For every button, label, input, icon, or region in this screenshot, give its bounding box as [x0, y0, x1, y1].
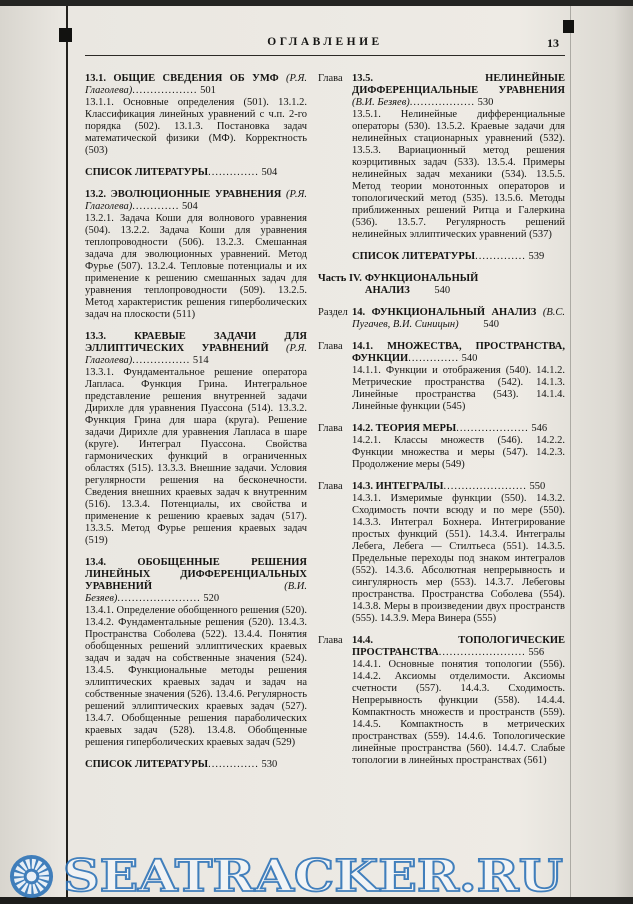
page-right-edge-line — [570, 6, 571, 897]
entry-body: 14.2.1. Классы множеств (546). 14.2.2. Функции множества и меры (547). 14.2.3. Продолжение меры (549) — [352, 435, 565, 470]
entry-content — [352, 307, 565, 331]
scan-mark-top-left — [59, 28, 72, 42]
entry-author: (Р.Я. Глаголева) — [85, 189, 307, 212]
entry-label: Глава — [318, 73, 343, 84]
leader-dots: ....................... — [443, 481, 527, 492]
leader-dots: ............. — [132, 201, 180, 212]
entry-title: 14.3. ИНТЕГРАЛЫ — [352, 481, 444, 492]
entry-heading — [352, 635, 565, 659]
page-number: 13 — [547, 36, 559, 50]
entry-title: 13.3. КРАЕВЫЕ ЗАДАЧИ ДЛЯ ЭЛЛИПТИЧЕСКИХ УРАВНЕНИЙ — [85, 331, 307, 354]
scan-edge-bottom — [0, 897, 633, 904]
leader-dots: ....................... — [117, 593, 201, 604]
entry-title: 13.1. ОБЩИЕ СВЕДЕНИЯ ОБ УМФ — [85, 73, 279, 84]
entry-label: Часть IV. — [318, 273, 362, 284]
entry-body: 13.2.1. Задача Коши для волнового уравнения (504). 13.2.2. Задача Коши для уравнения теплопроводности (506). 13.2.3. Смешанная задача для эволюционных уравнений. Метод Фурье (507). 13.2.4. Тепловые потенциалы и их применение к решению смешанных задач для уравнения теплопроводности (509). 13.2.5. Метод характеристик решения гиперболических задач на плоскости (511) — [85, 213, 307, 320]
watermark-text: SEATRACKER.RU — [63, 851, 563, 902]
entry-label: Глава — [318, 341, 343, 352]
leader-dots: ........................ — [438, 647, 526, 658]
entry-content — [352, 251, 565, 263]
scan-edge-top — [0, 0, 633, 6]
entry-body: 14.3.1. Измеримые функции (550). 14.3.2. Сходимость почти всюду и по мере (550). 14.3.3. Интеграл Бохнера. Интегрирование простых функций (551). 14.3.4. Интегралы Лебега, Лебега — Стилтьеса (551). 14.3.5. Предельные переходы под знаком интегралов (552). 14.3.6. Абсолютная непрерывность и сингулярность мер (553). 14.3.7. Лебеговы пространства. Пространства Соболева (554). 14.3.8. Меры в произведении двух пространств (555). 14.3.9. Мера Винера (555) — [352, 493, 565, 624]
toc-entry — [318, 251, 565, 263]
page-content — [85, 36, 565, 781]
entry-heading — [352, 251, 565, 263]
toc-entry — [85, 557, 307, 749]
entry-author: (В.И. Безяев) — [352, 97, 410, 108]
entry-heading — [352, 307, 565, 331]
entry-title: ФУНКЦИОНАЛЬНЫЙ АНАЛИЗ — [364, 273, 479, 296]
entry-content — [352, 341, 565, 413]
entry-heading — [352, 73, 565, 109]
page-title: ОГЛАВЛЕНИЕ — [267, 36, 383, 48]
entry-heading — [85, 167, 307, 179]
entry-label: Глава — [318, 481, 343, 492]
toc-entry — [318, 423, 565, 471]
entry-author: (Р.Я. Глаголева) — [85, 73, 308, 96]
entry-page-number: 556 — [525, 647, 545, 658]
entry-page-number: 530 — [258, 759, 278, 770]
entry-body: 13.5.1. Нелинейные дифференциальные операторы (530). 13.5.2. Краевые задачи для нелинейных стационарных уравнений (532). 13.5.3. Вариационный метод решения коэрцитивных задач (533). 13.5.4. Примеры нелинейных задач механики (534). 13.5.5. Метод теории монотонных операторов и топологический метод (535). 13.5.6. Методы приближенных решений Ритца и Галеркина (536). 13.5.7. Регулярность решений нелинейных эллиптических уравнений (537) — [352, 109, 565, 240]
toc-entry — [85, 759, 307, 771]
toc-entry — [318, 273, 565, 297]
entry-heading — [365, 273, 565, 297]
entry-title: СПИСОК ЛИТЕРАТУРЫ — [85, 167, 209, 178]
entry-title: 14.4. ТОПОЛОГИЧЕСКИЕ ПРОСТРАНСТВА — [352, 635, 565, 658]
toc-entry — [85, 73, 307, 157]
entry-heading — [85, 73, 307, 97]
toc-entry — [318, 481, 565, 625]
scan-mark-top-right — [563, 20, 574, 33]
leader-dots: ................ — [132, 355, 191, 366]
entry-title: 14.2. ТЕОРИЯ МЕРЫ — [352, 423, 457, 434]
entry-title: 13.5. НЕЛИНЕЙНЫЕ ДИФФЕРЕНЦИАЛЬНЫЕ УРАВНЕНИЯ — [352, 73, 565, 96]
entry-author: (В.С. Пугачев, В.И. Синицын) — [352, 307, 566, 330]
entry-title: 14. ФУНКЦИОНАЛЬНЫЙ АНАЛИЗ — [352, 307, 537, 318]
entry-title: 13.2. ЭВОЛЮЦИОННЫЕ УРАВНЕНИЯ — [85, 189, 282, 200]
entry-content — [352, 423, 565, 471]
entry-label — [318, 251, 352, 263]
entry-body: 13.3.1. Фундаментальное решение оператора Лапласа. Функция Грина. Интегральное представление решения внутренней задачи Дирихле для уравнения Пуассона (514). 13.3.2. Функция Грина для шара (круга). Решение задачи Дирихле для уравнения Лапласа в шаре (круге). Интеграл Пуассона. Свойства гармонических функций в ограниченных областях (515). 13.3.3. Внешние задачи. Условия регулярности решения на бесконечности. Сведения внешних краевых задач к внутренним (516). 13.3.4. Потенциалы, их свойства и применение к решению краевых задач (517). 13.3.5. Метод Фурье решения краевых задач (519) — [85, 367, 307, 546]
toc-entry — [85, 331, 307, 547]
entry-content — [365, 273, 565, 297]
entry-page-number: 546 — [528, 423, 548, 434]
toc-entry — [85, 189, 307, 321]
entry-label: Глава — [318, 423, 343, 434]
toc-columns — [85, 73, 565, 781]
entry-heading — [352, 481, 565, 493]
toc-entry — [318, 635, 565, 767]
toc-entry — [318, 307, 565, 331]
entry-title: СПИСОК ЛИТЕРАТУРЫ — [352, 251, 476, 262]
entry-page-number: 514 — [190, 355, 209, 366]
entry-label: Глава — [318, 635, 343, 646]
entry-body: 13.1.1. Основные определения (501). 13.1.2. Классификация линейных уравнений с ч.п. 2-го порядка (502). 13.1.3. Постановка задач математической физики (МФ). Корректность (503) — [85, 97, 307, 156]
entry-page-number: 540 — [480, 319, 499, 330]
toc-left-column — [85, 73, 307, 781]
entry-heading — [352, 341, 565, 365]
entry-page-number: 540 — [458, 353, 478, 364]
entry-page-number: 540 — [431, 285, 451, 296]
toc-right-column — [318, 73, 565, 781]
entry-page-number: 550 — [526, 481, 546, 492]
leader-dots: .............. — [208, 759, 259, 770]
leader-dots: .............. — [408, 353, 459, 364]
entry-page-number: 501 — [197, 85, 216, 96]
leader-dots: .................... — [456, 423, 529, 434]
entry-content — [352, 481, 565, 625]
leader-dots: .................. — [409, 97, 476, 108]
toc-entry — [318, 341, 565, 413]
leader-dots: .................. — [132, 85, 198, 96]
toc-entry — [318, 73, 565, 241]
header-rule — [85, 55, 565, 56]
entry-title: 13.4. ОБОБЩЕННЫЕ РЕШЕНИЯ ЛИНЕЙНЫХ ДИФФЕРЕНЦИАЛЬНЫХ УРАВНЕНИЙ — [85, 557, 307, 592]
leader-dots: .............. — [475, 251, 526, 262]
entry-content — [352, 73, 565, 241]
page-header — [85, 36, 565, 51]
entry-body: 14.4.1. Основные понятия топологии (556). 14.4.2. Аксиомы отделимости. Аксиомы счетности (557). 14.4.3. Сходимость. Непрерывность функции (558). 14.4.4. Компактность множеств и пространств (559). 14.4.5. Компактность в метрических пространствах (559). 14.4.6. Топологические линейные пространства (560). 14.4.7. Слабые топологии в линейных пространствах (561) — [352, 659, 565, 766]
leader-dots: .............. — [208, 167, 259, 178]
entry-author: (Р.Я. Глаголева) — [85, 343, 307, 366]
page-gutter-line — [66, 6, 68, 897]
entry-page-number: 520 — [200, 593, 220, 604]
entry-body: 14.1.1. Функции и отображения (540). 14.1.2. Метрические пространства (542). 14.1.3. Линейные пространства (543). 14.1.4. Линейные функции (545) — [352, 365, 565, 412]
entry-body: 13.4.1. Определение обобщенного решения (520). 13.4.2. Фундаментальные решения (520). 13.4.3. Пространства Соболева (522). 13.4.4. Понятия обобщенных решений эллиптических краевых задач и задач на собственные значения (524). 13.4.5. Функциональные методы решения эллиптических краевых задач и задач на собственные значения (526). 13.4.6. Регулярность решений эллиптических краевых задач (527). 13.4.7. Обобщенные решения параболических краевых задач (528). 13.4.8. Обобщенные решения гиперболических краевых задач (529) — [85, 605, 307, 748]
entry-page-number: 504 — [179, 201, 198, 212]
entry-heading — [85, 759, 307, 771]
entry-label: Раздел — [318, 307, 348, 318]
entry-heading — [85, 331, 307, 367]
entry-content — [352, 635, 565, 767]
toc-entry — [85, 167, 307, 179]
entry-heading — [85, 557, 307, 605]
entry-heading — [85, 189, 307, 213]
entry-title: 14.1. МНОЖЕСТВА, ПРОСТРАНСТВА, ФУНКЦИИ — [352, 341, 565, 364]
entry-page-number: 530 — [475, 97, 494, 108]
entry-heading — [352, 423, 565, 435]
entry-page-number: 504 — [258, 167, 278, 178]
entry-page-number: 539 — [525, 251, 545, 262]
entry-title: СПИСОК ЛИТЕРАТУРЫ — [85, 759, 209, 770]
entry-author: (В.И. Безяев) — [85, 581, 307, 604]
